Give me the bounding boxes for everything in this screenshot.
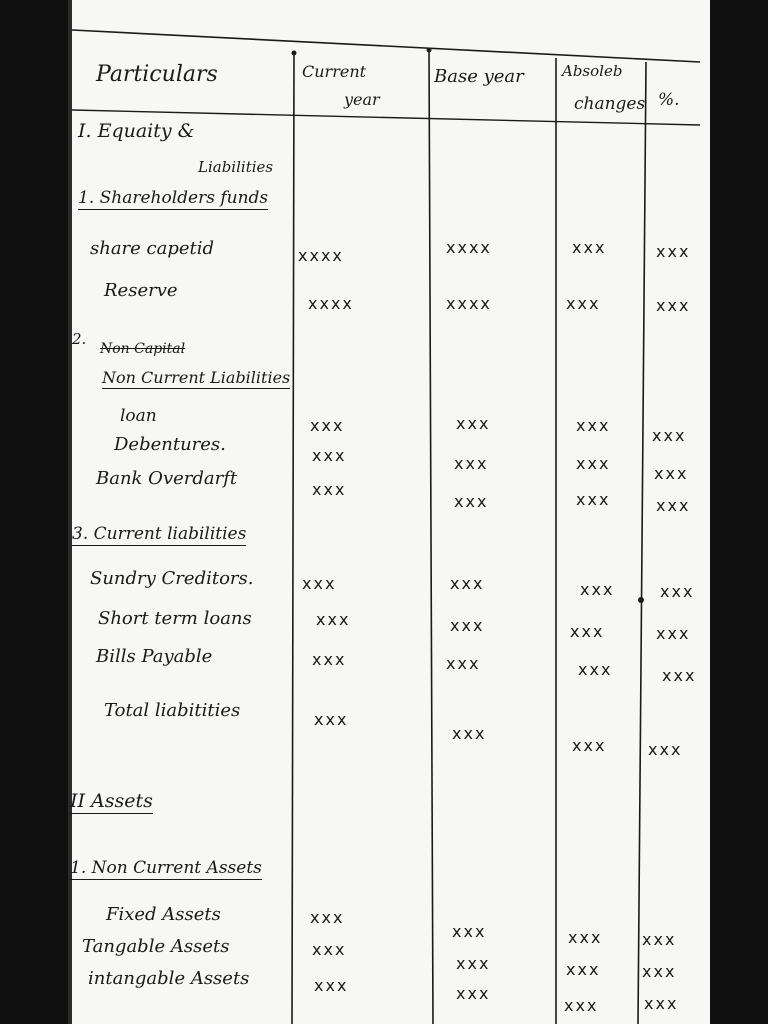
cell-base: xxx: [452, 922, 487, 941]
struck-text: Non Capital: [100, 341, 186, 357]
group-non-current-liabilities: Non Current Liabilities: [102, 368, 291, 387]
cell-current: xxx: [314, 976, 349, 995]
row-label-loan: loan: [120, 406, 157, 426]
row-label-share-capital: share capetid: [90, 238, 215, 259]
group-shareholders-funds: 1. Shareholders funds: [78, 188, 269, 208]
row-label-short-term-loans: Short term loans: [98, 608, 252, 629]
row-label-bills-payable: Bills Payable: [96, 646, 213, 667]
group-non-current-assets: 1. Non Current Assets: [70, 858, 262, 878]
header-absolute-changes-2: changes: [574, 94, 646, 114]
row-label-fixed-assets: Fixed Assets: [106, 904, 221, 925]
cell-base: xxx: [446, 654, 481, 673]
header-absolute-changes: Absoleb: [562, 62, 623, 80]
header-current-year-2: year: [344, 90, 380, 109]
cell-current: xxxx: [308, 294, 354, 313]
cell-current: xxx: [316, 610, 351, 629]
cell-current: xxx: [312, 446, 347, 465]
cell-pct: xxx: [660, 582, 695, 601]
cell-current: xxx: [312, 940, 347, 959]
cell-pct: xxx: [662, 666, 697, 685]
cell-pct: xxx: [642, 962, 677, 981]
cell-abs: xxx: [566, 294, 601, 313]
cell-base: xxx: [454, 492, 489, 511]
cell-current: xxx: [310, 416, 345, 435]
cell-pct: xxx: [656, 296, 691, 315]
cell-base: xxx: [456, 954, 491, 973]
row-label-reserve: Reserve: [104, 280, 178, 301]
cell-base: xxx: [450, 616, 485, 635]
header-particulars: Particulars: [96, 62, 218, 87]
row-label-total-liabilities: Total liabitities: [104, 700, 241, 721]
section-equity-liabilities-title-2: Liabilities: [198, 158, 274, 176]
cell-current: xxx: [312, 650, 347, 669]
cell-current: xxx: [302, 574, 337, 593]
row-label-debentures: Debentures.: [114, 434, 226, 455]
row-label-sundry-creditors: Sundry Creditors.: [90, 568, 254, 589]
cell-abs: xxx: [572, 238, 607, 257]
row-label-tangible-assets: Tangable Assets: [82, 936, 230, 957]
cell-base: xxx: [452, 724, 487, 743]
section-assets-title: II Assets: [70, 790, 153, 812]
header-base-year: Base year: [434, 66, 524, 87]
cell-abs: xxx: [568, 928, 603, 947]
cell-pct: xxx: [656, 242, 691, 261]
cell-base: xxxx: [446, 294, 492, 313]
cell-abs: xxx: [576, 416, 611, 435]
cell-abs: xxx: [570, 622, 605, 641]
cell-pct: xxx: [654, 464, 689, 483]
cell-base: xxx: [454, 454, 489, 473]
cell-current: xxxx: [298, 246, 344, 265]
header-current-year: Current: [302, 62, 367, 81]
cell-current: xxx: [310, 908, 345, 927]
cell-pct: xxx: [656, 496, 691, 515]
cell-abs: xxx: [566, 960, 601, 979]
cell-abs: xxx: [578, 660, 613, 679]
cell-current: xxx: [314, 710, 349, 729]
group-current-liabilities: 3. Current liabilities: [72, 524, 247, 544]
row-label-bank-overdraft: Bank Overdarft: [96, 468, 238, 489]
cell-pct: xxx: [644, 994, 679, 1013]
cell-base: xxx: [450, 574, 485, 593]
cell-abs: xxx: [580, 580, 615, 599]
cell-abs: xxx: [564, 996, 599, 1015]
cell-current: xxx: [312, 480, 347, 499]
cell-base: xxx: [456, 984, 491, 1003]
cell-pct: xxx: [652, 426, 687, 445]
cell-base: xxxx: [446, 238, 492, 257]
cell-base: xxx: [456, 414, 491, 433]
header-percent: %.: [658, 90, 680, 110]
cell-abs: xxx: [572, 736, 607, 755]
group-number-2: 2.: [72, 330, 87, 348]
cell-abs: xxx: [576, 454, 611, 473]
section-equity-liabilities-title: I. Equaity &: [78, 120, 195, 142]
row-label-intangible-assets: intangable Assets: [88, 968, 250, 989]
cell-abs: xxx: [576, 490, 611, 509]
cell-pct: xxx: [648, 740, 683, 759]
cell-pct: xxx: [656, 624, 691, 643]
cell-pct: xxx: [642, 930, 677, 949]
